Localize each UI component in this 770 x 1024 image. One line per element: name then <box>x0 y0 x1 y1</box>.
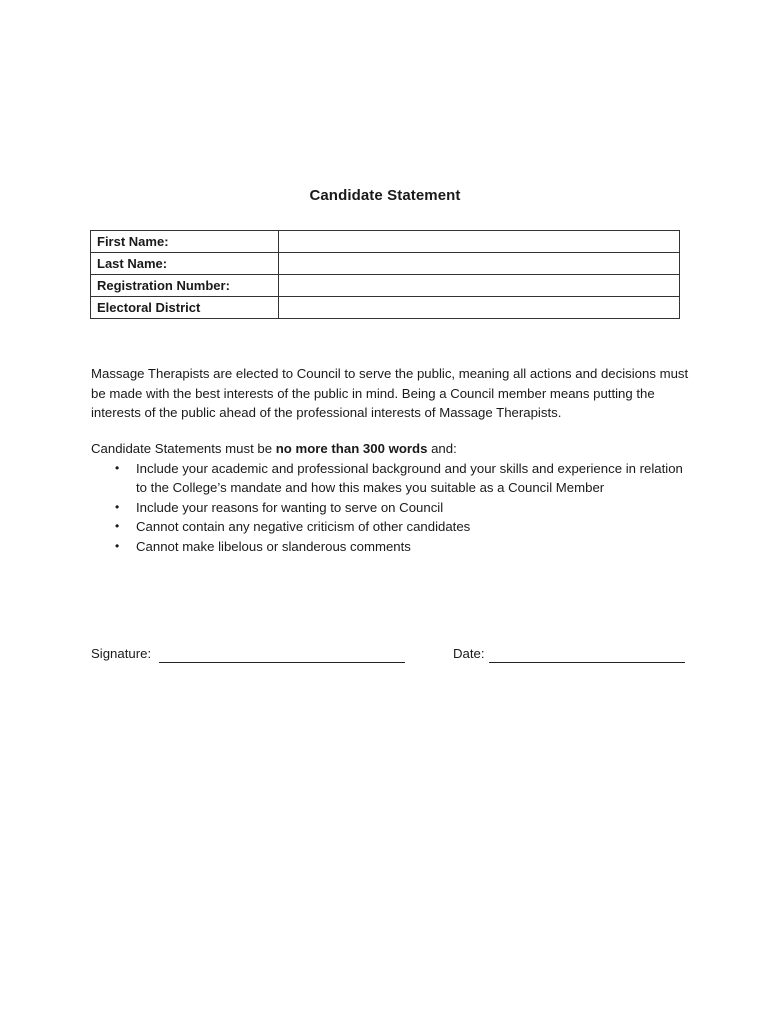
rule-text: Include your reasons for wanting to serve on Council <box>136 499 444 515</box>
rules-lead-before: Candidate Statements must be <box>91 441 276 456</box>
rule-text: Include your academic and professional background and your skills and experience in relation to the College’s mandate and how this makes you suitable as a Council Member <box>136 460 683 495</box>
first-name-label: First Name: <box>91 231 279 253</box>
rules-lead <box>91 439 691 459</box>
electoral-district-label: Electoral District <box>91 297 279 319</box>
candidate-info-table <box>90 230 680 319</box>
word-limit: no more than 300 words <box>275 441 428 456</box>
date-label: Date: <box>453 646 485 661</box>
statement-rules <box>91 439 691 556</box>
table-row <box>91 253 680 275</box>
table-row <box>91 231 680 253</box>
date-line[interactable] <box>489 662 685 663</box>
rules-list <box>91 459 691 557</box>
table-row <box>91 297 680 319</box>
list-item <box>91 459 691 498</box>
list-item <box>91 537 691 557</box>
bullet-icon: • <box>115 519 120 533</box>
rule-text: Cannot contain any negative criticism of other candidates <box>136 519 471 534</box>
page-title: Candidate Statement <box>309 187 461 204</box>
registration-number-field[interactable] <box>279 275 680 297</box>
signature-label: Signature: <box>91 646 152 661</box>
first-name-field[interactable] <box>279 231 680 253</box>
list-item <box>91 498 691 518</box>
bullet-icon: • <box>115 538 120 553</box>
last-name-field[interactable] <box>279 253 680 275</box>
registration-number-label: Registration Number: <box>91 275 279 297</box>
table-row <box>91 275 680 297</box>
signature-line[interactable] <box>159 662 405 663</box>
intro-paragraph <box>91 364 691 423</box>
rules-lead-after: and: <box>427 441 457 456</box>
rule-text: Cannot make libelous or slanderous comments <box>136 538 411 554</box>
bullet-icon: • <box>115 499 120 514</box>
list-item <box>91 517 691 537</box>
intro-text: Massage Therapists are elected to Council to serve the public, meaning all actions and decisions must be made with the best interests of the public in mind. Being a Council member means putting the interests of the public ahead of the professional interests of Massage Therapists. <box>91 366 689 420</box>
electoral-district-field[interactable] <box>279 297 680 319</box>
bullet-icon: • <box>115 460 120 475</box>
last-name-label: Last Name: <box>91 253 279 275</box>
